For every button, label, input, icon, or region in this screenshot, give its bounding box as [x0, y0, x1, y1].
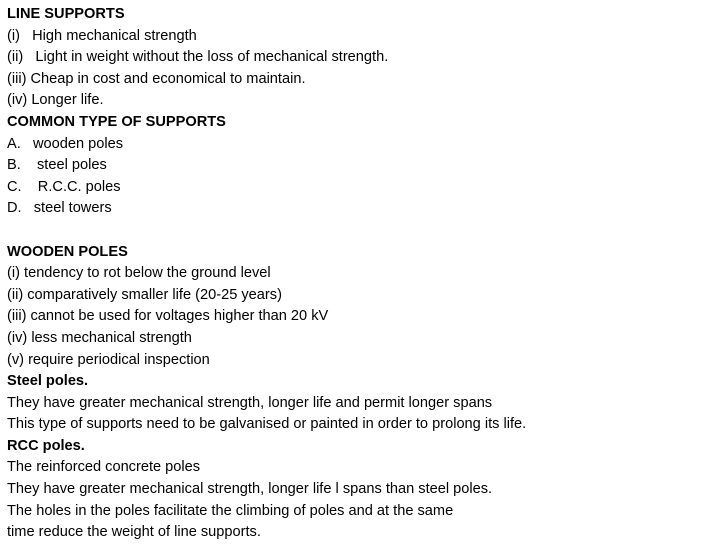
line-supports-heading: LINE SUPPORTS: [7, 6, 125, 22]
rcc-poles-line: The reinforced concrete poles: [7, 459, 201, 476]
line-supports-item: (iv) Longer life.: [7, 92, 104, 109]
document-body: [7, 4, 713, 544]
steel-poles-line: They have greater mechanical strength, longer life and permit longer spans: [7, 394, 493, 411]
wooden-poles-item: (iv) less mechanical strength: [7, 329, 192, 346]
common-types-item: D. steel towers: [7, 200, 112, 217]
wooden-poles-heading: WOODEN POLES: [7, 243, 128, 260]
line-supports-item: (i) High mechanical strength: [7, 27, 197, 44]
rcc-poles-line: They have greater mechanical strength, longer life l spans than steel poles.: [7, 481, 493, 498]
common-types-item: B. steel poles: [7, 157, 107, 174]
rcc-poles-line: The holes in the poles facilitate the climbing of poles and at the same: [7, 502, 454, 519]
wooden-poles-item: (i) tendency to rot below the ground level: [7, 265, 271, 282]
common-types-item: C. R.C.C. poles: [7, 178, 121, 195]
steel-poles-line: This type of supports need to be galvanised or painted in order to prolong its life.: [7, 416, 527, 433]
steel-poles-heading: Steel poles.: [7, 373, 89, 390]
wooden-poles-item: (iii) cannot be used for voltages higher than 20 kV: [7, 308, 329, 325]
line-supports-item: (ii) Light in weight without the loss of mechanical strength.: [7, 49, 389, 66]
rcc-poles-line: time reduce the weight of line supports.: [7, 524, 261, 541]
wooden-poles-item: (ii) comparatively smaller life (20-25 years): [7, 286, 282, 303]
rcc-poles-heading: RCC poles.: [7, 437, 85, 454]
line-supports-item: (iii) Cheap in cost and economical to maintain.: [7, 70, 306, 87]
common-types-heading: COMMON TYPE OF SUPPORTS: [7, 113, 226, 130]
spacer: [7, 220, 713, 242]
common-types-item: A. wooden poles: [7, 135, 124, 152]
wooden-poles-item: (v) require periodical inspection: [7, 351, 210, 368]
